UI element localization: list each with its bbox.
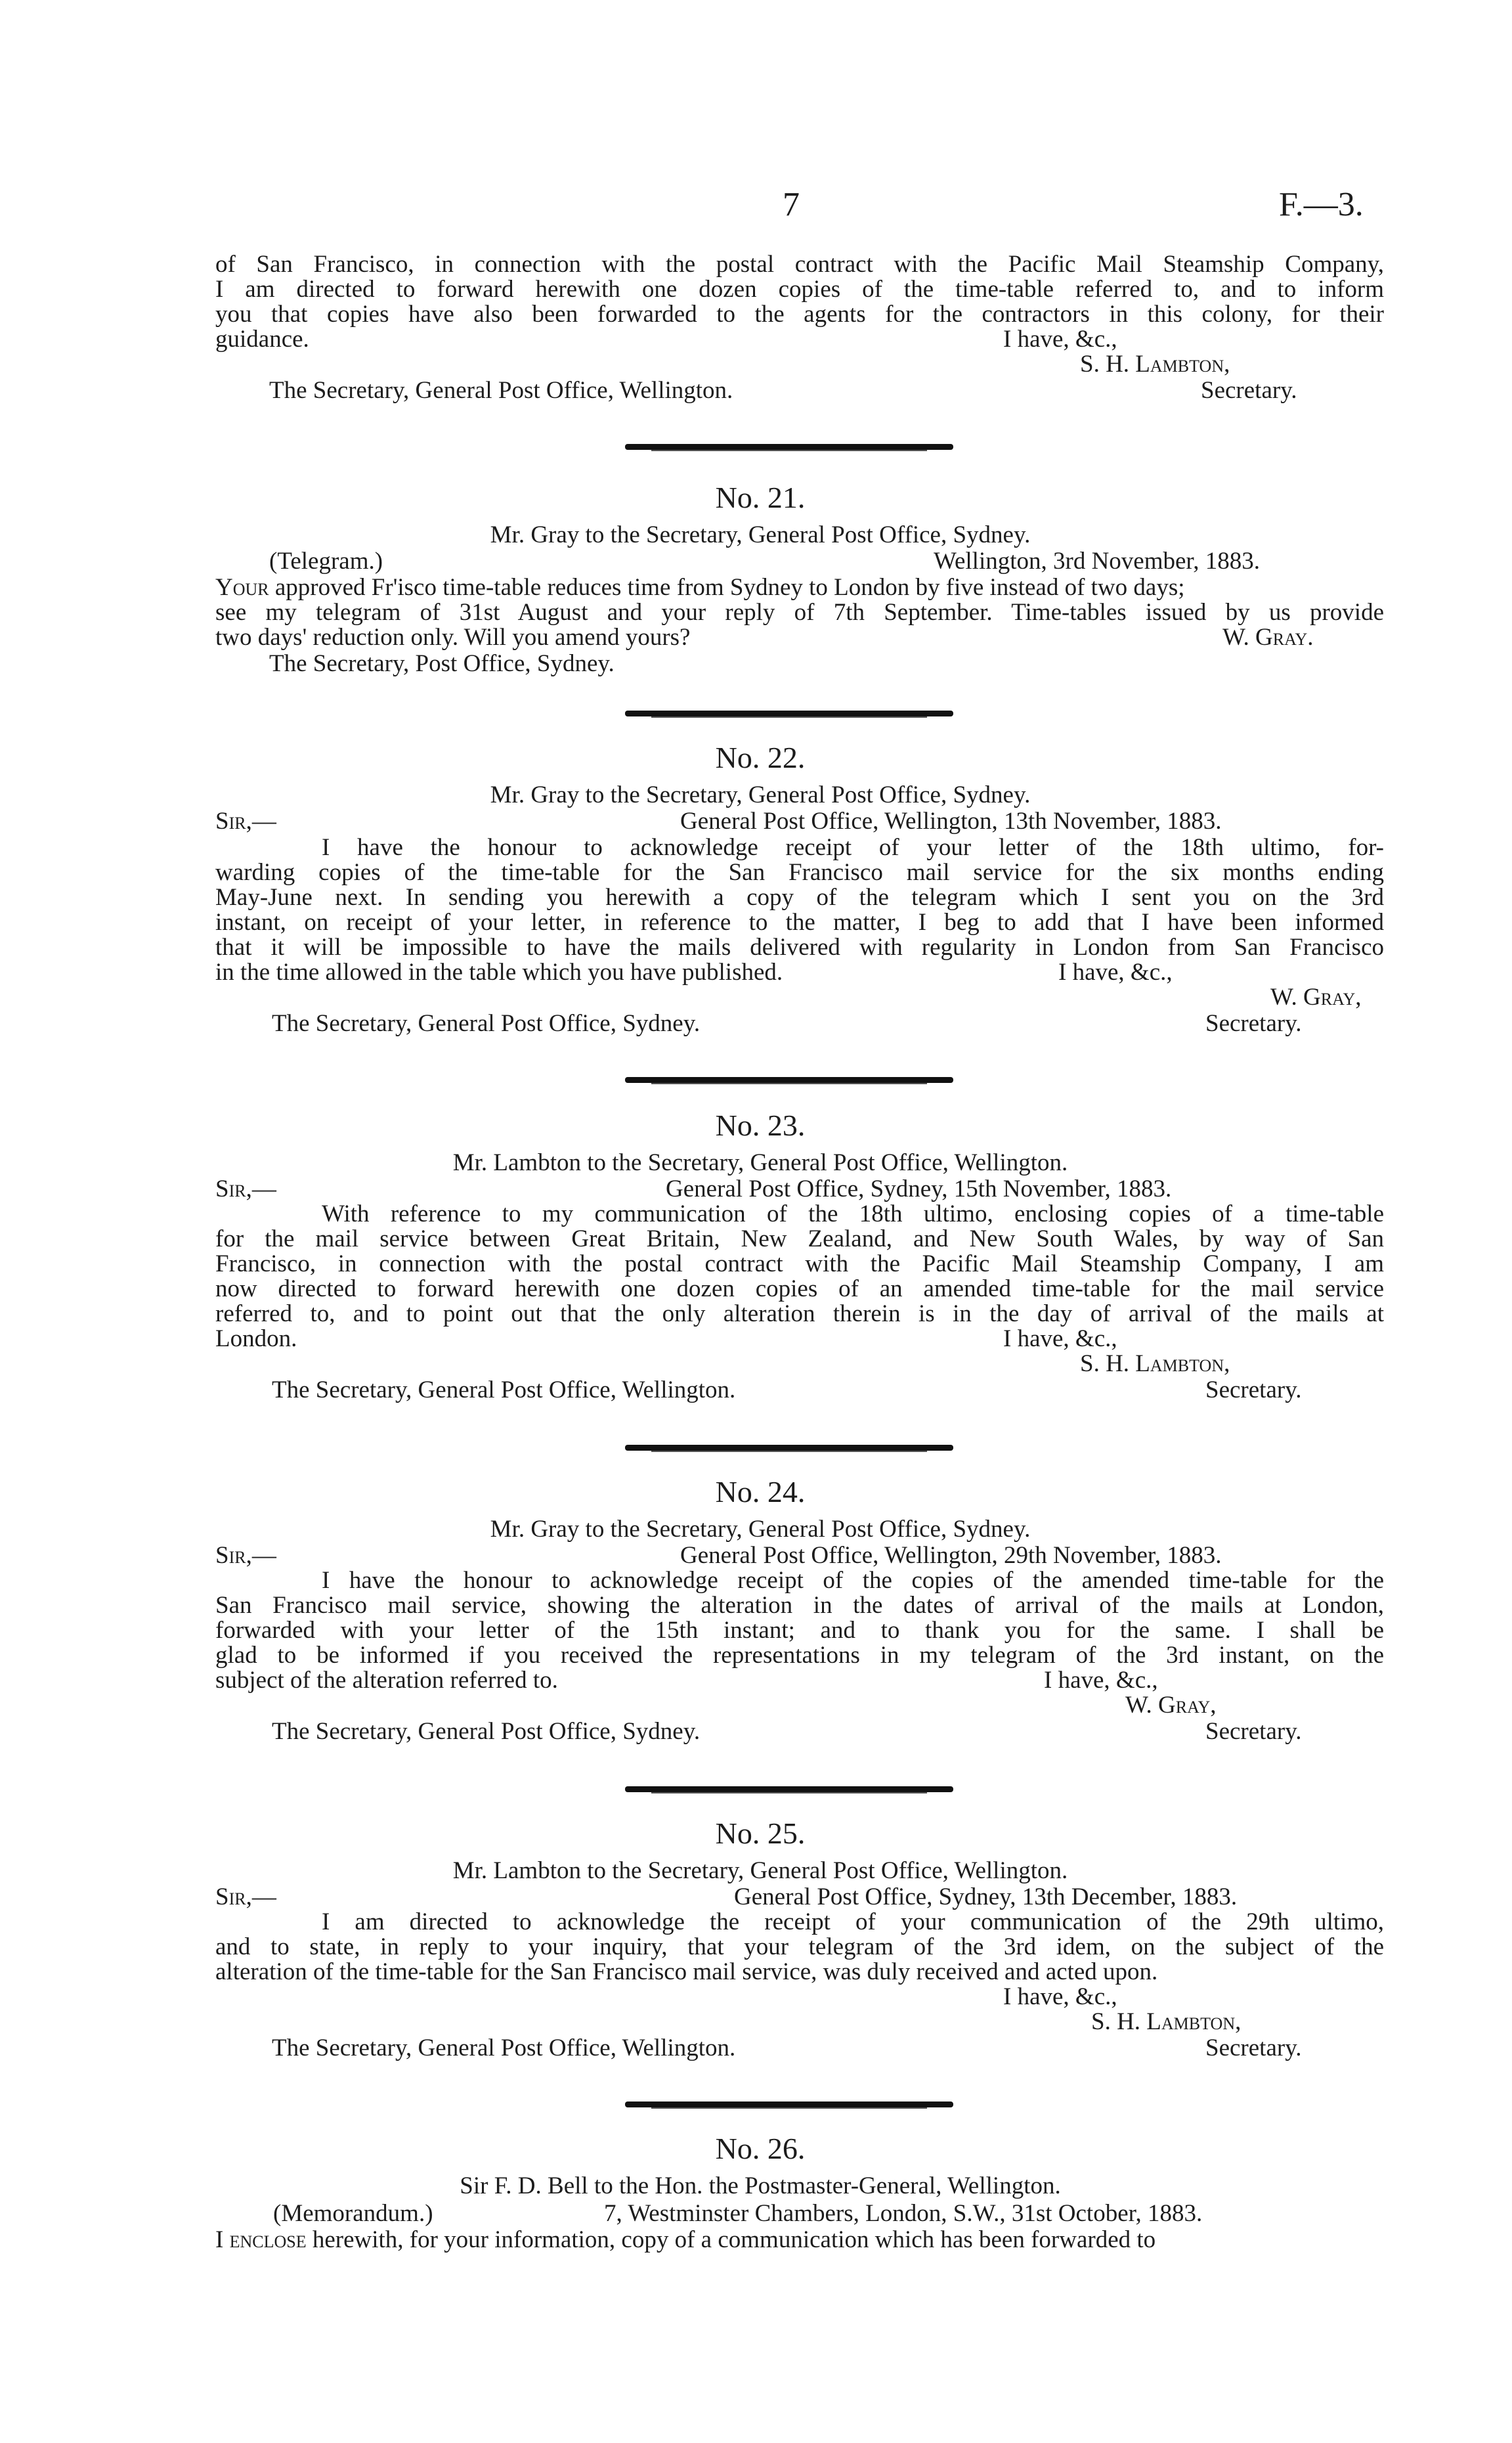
place-date-no-26: 7, Westminster Chambers, London, S.W., 31st October, 1883. (604, 2200, 1203, 2227)
salutation-no-23: Sir,— (215, 1176, 276, 1202)
intro-line-2: I am directed to forward herewith one dozen copies of the time-table referred to, and to inform (215, 276, 1384, 303)
section-divider (625, 1786, 953, 1792)
body-line-no-22-1: I have the honour to acknowledge receipt of your letter of the 18th ultimo, for- (322, 834, 1384, 861)
body-line-no-24-4: glad to be informed if you received the representations in my telegram of the 3rd instant, on the (215, 1642, 1384, 1669)
body-last-line-no-25: alteration of the time-table for the San Francisco mail service, was duly received and acted upon. (215, 1958, 1158, 1985)
signature-title-no-24: Secretary. (1205, 1718, 1302, 1745)
body-line-no-23-2: for the mail service between Great Britain, New Zealand, and New South Wales, by way of San (215, 1225, 1384, 1252)
body-line-no-22-5: that it will be impossible to have the mails delivered with regularity in London from San Francisco (215, 934, 1384, 961)
recipient-no-25: The Secretary, General Post Office, Wellington. (272, 2035, 736, 2061)
body-line-no-23-3: Francisco, in connection with the postal contract with the Pacific Mail Steamship Company, I am (215, 1250, 1384, 1277)
body-line-no-26-1 (215, 2228, 1384, 2253)
heading-no-24: No. 24. (715, 1475, 806, 1508)
body-line-no-25-1: I am directed to acknowledge the receipt of your communication of the 29th ultimo, (322, 1908, 1384, 1935)
recipient-no-21: The Secretary, Post Office, Sydney. (269, 650, 615, 677)
section-divider (625, 1445, 953, 1451)
signature-name-no-25: S. H. Lambton, (1091, 2008, 1242, 2035)
first-word-no-21: Your (215, 574, 269, 601)
subheading-no-24: Mr. Gray to the Secretary, General Post Office, Sydney. (490, 1516, 1031, 1543)
body-line-no-24-2: San Francisco mail service, showing the alteration in the dates of arrival of the mails at London, (215, 1592, 1384, 1619)
signature-title-no-23: Secretary. (1205, 1376, 1302, 1403)
heading-no-23: No. 23. (715, 1109, 806, 1142)
heading-no-21: No. 21. (715, 481, 806, 514)
signature-name-no-22: W. Gray, (1270, 984, 1362, 1011)
closing-no-23: I have, &c., (1003, 1325, 1117, 1352)
body-last-line-no-21: two days' reduction only. Will you amend yours? (215, 624, 691, 651)
place-date-no-22: General Post Office, Wellington, 13th November, 1883. (680, 808, 1222, 835)
note-no-21: (Telegram.) (269, 548, 383, 575)
recipient-no-22: The Secretary, General Post Office, Sydney. (272, 1010, 701, 1037)
body-line-no-23-4: now directed to forward herewith one dozen copies of an amended time-table for the mail service (215, 1275, 1384, 1302)
subheading-no-22: Mr. Gray to the Secretary, General Post Office, Sydney. (490, 781, 1031, 808)
body-line-no-24-1: I have the honour to acknowledge receipt of the copies of the amended time-table for the (322, 1567, 1384, 1594)
subheading-no-26: Sir F. D. Bell to the Hon. the Postmaster-General, Wellington. (460, 2172, 1061, 2199)
salutation-no-22: Sir,— (215, 808, 276, 835)
first-word-no-26: I enclose (215, 2226, 307, 2253)
body-line-no-22-4: instant, on receipt of your letter, in reference to the matter, I beg to add that I have been informed (215, 909, 1384, 936)
note-no-26: (Memorandum.) (273, 2200, 433, 2227)
intro-line-3: you that copies have also been forwarded to the agents for the contractors in this colony, for their (215, 301, 1384, 328)
body-last-line-no-24: subject of the alteration referred to. (215, 1667, 558, 1694)
page-number: 7 (783, 186, 800, 223)
intro-signature-title: Secretary. (1201, 377, 1297, 404)
intro-closing: I have, &c., (1003, 326, 1117, 353)
signature-name-no-21: W. Gray. (1222, 624, 1314, 651)
place-date-no-23: General Post Office, Sydney, 15th November, 1883. (666, 1176, 1172, 1202)
signature-name-no-23: S. H. Lambton, (1080, 1350, 1230, 1377)
body-text-no-21-1: approved Fr'isco time-table reduces time from Sydney to London by five instead of two days; (274, 574, 1185, 601)
intro-signature-name: S. H. Lambton, (1080, 351, 1230, 378)
body-last-line-no-23: London. (215, 1325, 297, 1352)
place-date-no-21: Wellington, 3rd November, 1883. (934, 548, 1261, 575)
place-date-no-25: General Post Office, Sydney, 13th December, 1883. (734, 1883, 1238, 1910)
heading-no-25: No. 25. (715, 1816, 806, 1850)
section-divider (625, 2102, 953, 2107)
body-last-line-no-22: in the time allowed in the table which you have published. (215, 959, 783, 986)
subheading-no-25: Mr. Lambton to the Secretary, General Post Office, Wellington. (452, 1857, 1068, 1884)
subheading-no-23: Mr. Lambton to the Secretary, General Post Office, Wellington. (452, 1149, 1068, 1176)
intro-last-line: guidance. (215, 326, 309, 353)
closing-no-22: I have, &c., (1058, 959, 1173, 986)
heading-no-26: No. 26. (715, 2132, 806, 2165)
intro-line-1: of San Francisco, in connection with the postal contract with the Pacific Mail Steamship Company, (215, 251, 1384, 278)
body-line-no-22-2: warding copies of the time-table for the San Francisco mail service for the six months ending (215, 859, 1384, 886)
body-line-no-23-5: referred to, and to point out that the only alteration therein is in the day of arrival of the mails at (215, 1300, 1384, 1327)
document-reference: F.—3. (1279, 186, 1364, 223)
body-line-no-25-2: and to state, in reply to your inquiry, that your telegram of the 3rd idem, on the subject of the (215, 1933, 1384, 1960)
salutation-no-25: Sir,— (215, 1883, 276, 1910)
recipient-no-24: The Secretary, General Post Office, Sydney. (272, 1718, 701, 1745)
closing-no-25: I have, &c., (1003, 1983, 1117, 2010)
body-line-no-21-2: see my telegram of 31st August and your reply of 7th September. Time-tables issued by us provide (215, 599, 1384, 626)
signature-title-no-22: Secretary. (1205, 1010, 1302, 1037)
intro-recipient: The Secretary, General Post Office, Wellington. (269, 377, 733, 404)
signature-title-no-25: Secretary. (1205, 2035, 1302, 2061)
closing-no-24: I have, &c., (1044, 1667, 1158, 1694)
salutation-no-24: Sir,— (215, 1542, 276, 1569)
subheading-no-21: Mr. Gray to the Secretary, General Post Office, Sydney. (490, 521, 1031, 548)
place-date-no-24: General Post Office, Wellington, 29th November, 1883. (680, 1542, 1222, 1569)
section-divider (625, 711, 953, 716)
heading-no-22: No. 22. (715, 741, 806, 774)
section-divider (625, 1077, 953, 1083)
body-line-no-24-3: forwarded with your letter of the 15th instant; and to thank you for the same. I shall be (215, 1617, 1384, 1644)
recipient-no-23: The Secretary, General Post Office, Wellington. (272, 1376, 736, 1403)
body-line-no-21-1 (215, 575, 1384, 600)
body-text-no-26-1: herewith, for your information, copy of a communication which has been forwarded to (312, 2226, 1156, 2253)
body-line-no-23-1: With reference to my communication of the 18th ultimo, enclosing copies of a time-table (322, 1200, 1384, 1227)
body-line-no-22-3: May-June next. In sending you herewith a copy of the telegram which I sent you on the 3rd (215, 884, 1384, 911)
section-divider (625, 444, 953, 450)
signature-name-no-24: W. Gray, (1125, 1692, 1217, 1719)
